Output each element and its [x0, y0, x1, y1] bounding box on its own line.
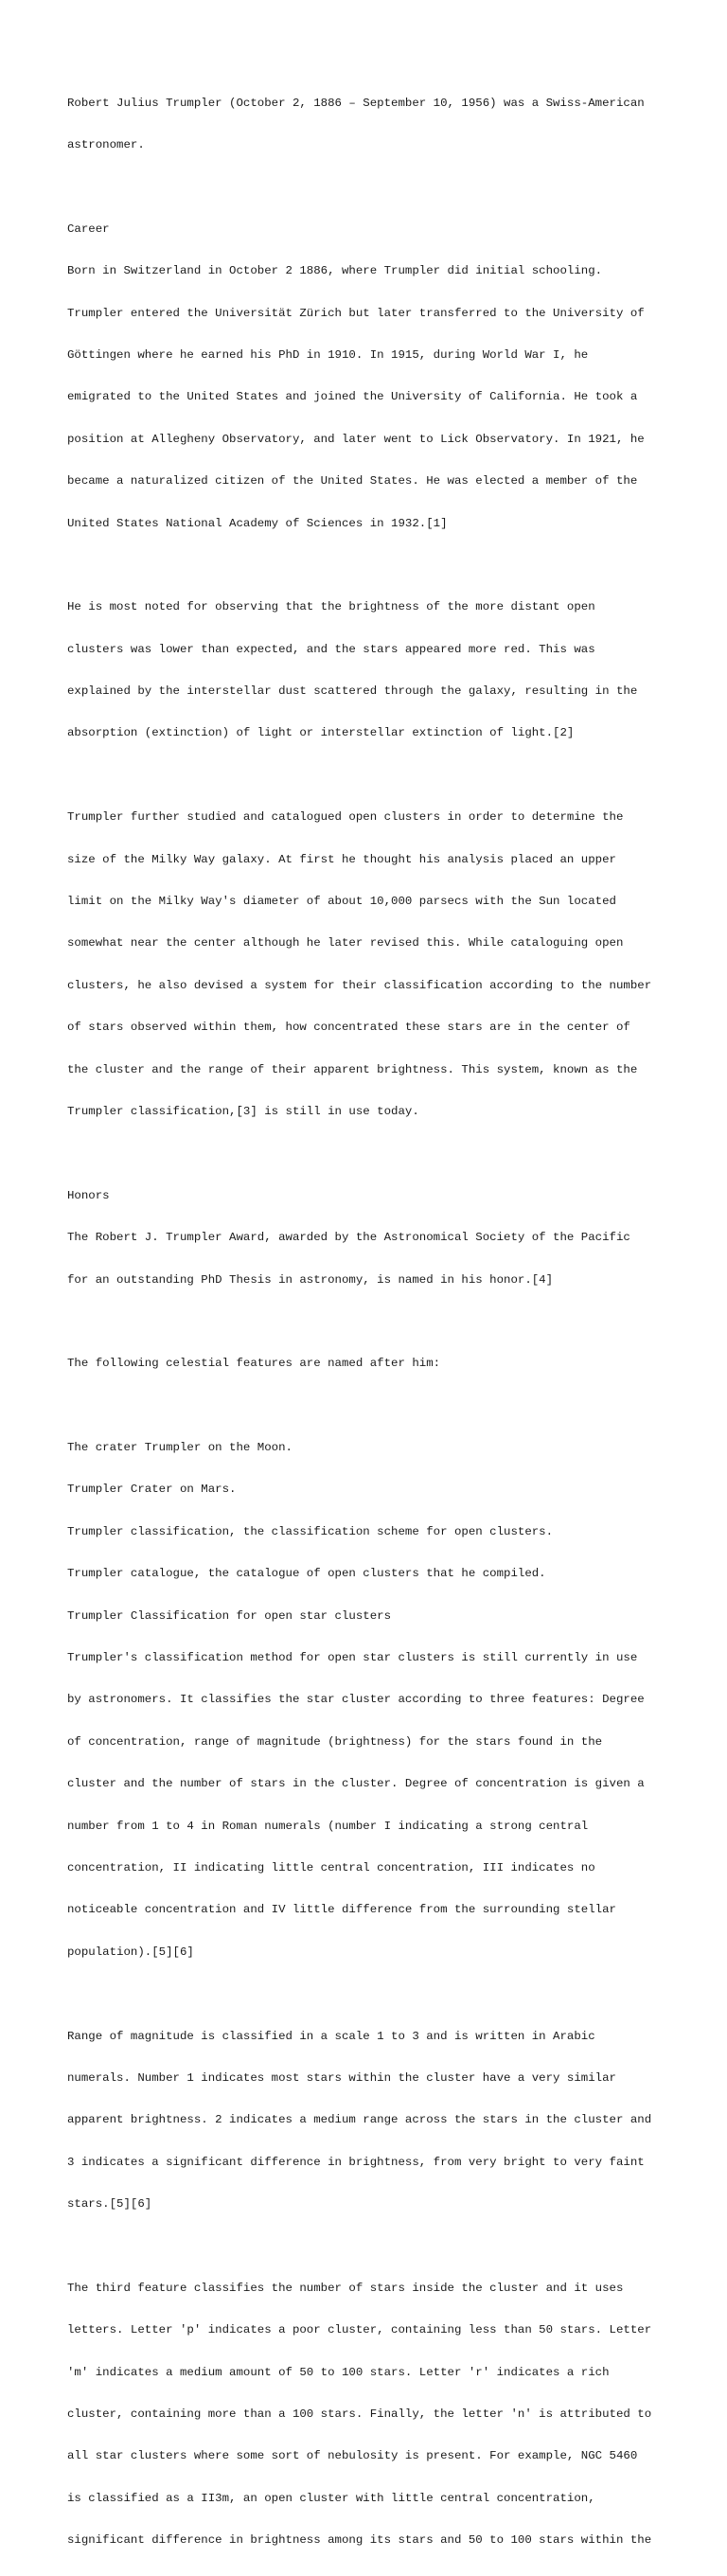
career-section	[67, 194, 673, 559]
text-line: The third feature classifies the number of stars inside the cluster and it uses	[67, 2281, 624, 2295]
honors-section	[67, 1161, 673, 1315]
subheading-classification: Trumpler Classification for open star clusters	[67, 1608, 392, 1623]
text-line: Range of magnitude is classified in a scale 1 to 3 and is written in Arabic	[67, 2029, 595, 2043]
text-line: cluster, containing more than a 100 stars. Finally, the letter 'n' is attributed to	[67, 2407, 652, 2422]
text-line: concentration, II indicating little central concentration, III indicates no	[67, 1861, 595, 1874]
text-line: numerals. Number 1 indicates most stars within the cluster have a very similar	[67, 2070, 616, 2085]
text-line: The Robert J. Trumpler Award, awarded by the Astronomical Society of the Pacific	[67, 1231, 630, 1245]
text-line: noticeable concentration and IV little difference from the surrounding stellar	[67, 1903, 616, 1917]
text-line: Trumpler's classification method for open star clusters is still currently in use	[67, 1651, 638, 1665]
text-line: became a naturalized citizen of the United States. He was elected a member of the	[67, 474, 638, 489]
text-line: Born in Switzerland in October 2 1886, where Trumpler did initial schooling.	[67, 264, 603, 278]
section-heading-honors: Honors	[67, 1188, 110, 1202]
section-heading-career: Career	[67, 222, 110, 236]
list-item: The crater Trumpler on the Moon.	[67, 1441, 293, 1455]
brightness-paragraph	[67, 573, 673, 769]
text-line: apparent brightness. 2 indicates a medium range across the stars in the cluster and	[67, 2113, 652, 2127]
magnitude-paragraph	[67, 2001, 673, 2240]
intro-paragraph	[67, 68, 673, 180]
text-line: stars.[5][6]	[67, 2197, 152, 2212]
text-line: cluster and the number of stars in the cluster. Degree of concentration is given a	[67, 1777, 645, 1791]
text-line: emigrated to the United States and joined the University of California. He took a	[67, 390, 638, 404]
text-line: clusters was lower than expected, and the stars appeared more red. This was	[67, 642, 595, 656]
text-line: Trumpler classification,[3] is still in use today.	[67, 1104, 419, 1118]
text-line: by astronomers. It classifies the star cluster according to three features: Degree	[67, 1693, 645, 1707]
text-line: absorption (extinction) of light or interstellar extinction of light.[2]	[67, 726, 575, 740]
text-line: 3 indicates a significant difference in brightness, from very bright to very faint	[67, 2155, 645, 2169]
text-line: 'm' indicates a medium amount of 50 to 100 stars. Letter 'r' indicates a rich	[67, 2365, 610, 2379]
text-line: all star clusters where some sort of nebulosity is present. For example, NGC 5460	[67, 2449, 638, 2463]
text-line: the cluster and the range of their apparent brightness. This system, known as the	[67, 1062, 638, 1076]
text-line: He is most noted for observing that the brightness of the more distant open	[67, 600, 595, 614]
text-line: size of the Milky Way galaxy. At first he thought his analysis placed an upper	[67, 852, 616, 866]
text-line: clusters, he also devised a system for their classification according to the number	[67, 978, 652, 992]
text-line: Robert Julius Trumpler (October 2, 1886 – September 10, 1956) was a Swiss-American	[67, 96, 645, 110]
text-line: Trumpler entered the Universität Zürich but later transferred to the University of	[67, 306, 645, 320]
text-line: astronomer.	[67, 137, 145, 151]
text-line: of stars observed within them, how concentrated these stars are in the center of	[67, 1021, 630, 1035]
features-list	[67, 1413, 673, 1988]
text-line: population).[5][6]	[67, 1945, 194, 1959]
third-feature-paragraph	[67, 2253, 673, 2575]
text-line: letters. Letter 'p' indicates a poor cluster, containing less than 50 stars. Letter	[67, 2323, 652, 2337]
features-intro-paragraph	[67, 1329, 673, 1399]
text-line: Göttingen where he earned his PhD in 1910. In 1915, during World War I, he	[67, 347, 589, 362]
text-line: Trumpler further studied and catalogued open clusters in order to determine the	[67, 810, 624, 825]
text-line: position at Allegheny Observatory, and later went to Lick Observatory. In 1921, he	[67, 432, 645, 446]
text-line: somewhat near the center although he later revised this. While cataloguing open	[67, 936, 624, 950]
text-line: significant difference in brightness among its stars and 50 to 100 stars within the	[67, 2533, 652, 2548]
text-line: number from 1 to 4 in Roman numerals (number I indicating a strong central	[67, 1819, 589, 1833]
text-line: for an outstanding PhD Thesis in astronomy, is named in his honor.[4]	[67, 1272, 554, 1287]
text-line: is classified as a II3m, an open cluster with little central concentration,	[67, 2491, 595, 2505]
list-item: Trumpler classification, the classification scheme for open clusters.	[67, 1524, 554, 1538]
text-line: of concentration, range of magnitude (brightness) for the stars found in the	[67, 1734, 603, 1749]
list-item: Trumpler catalogue, the catalogue of open clusters that he compiled.	[67, 1567, 546, 1581]
text-line: The following celestial features are named after him:	[67, 1357, 441, 1371]
text-line: explained by the interstellar dust scattered through the galaxy, resulting in the	[67, 684, 638, 699]
studies-paragraph	[67, 783, 673, 1147]
document-page	[67, 68, 673, 2576]
text-line: United States National Academy of Sciences in 1932.[1]	[67, 516, 448, 530]
text-line: limit on the Milky Way's diameter of about 10,000 parsecs with the Sun located	[67, 895, 616, 909]
list-item: Trumpler Crater on Mars.	[67, 1483, 237, 1497]
